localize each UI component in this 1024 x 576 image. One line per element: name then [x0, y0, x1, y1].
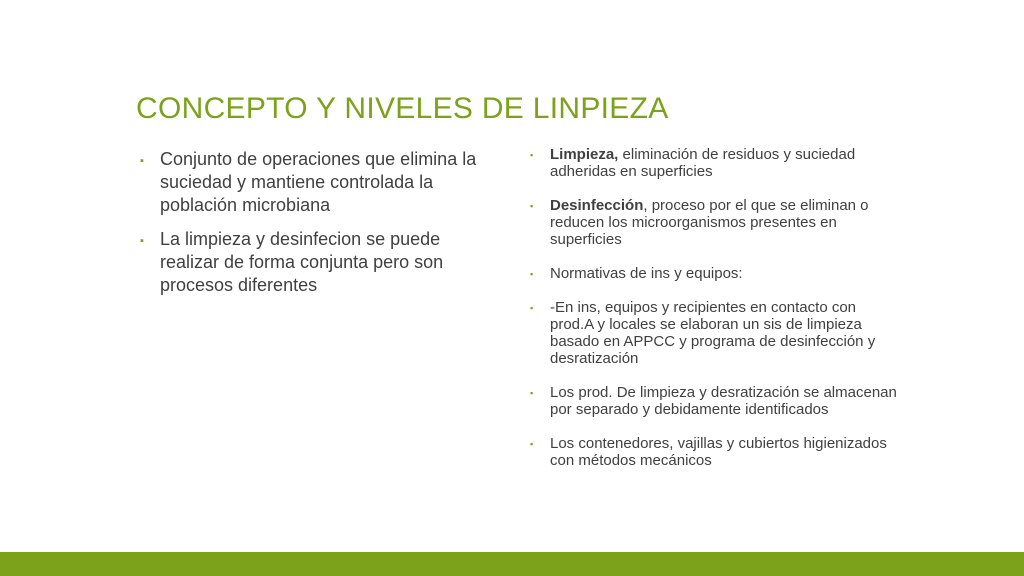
list-item — [140, 148, 490, 217]
bullet-icon: ▪ — [530, 150, 534, 160]
list-item — [530, 146, 900, 180]
list-item — [530, 299, 900, 367]
bullet-bold-text: Limpieza, — [550, 146, 619, 163]
bullet-text: , proceso por el que se eliminan o reducen los microorganismos presentes en superficies — [550, 197, 869, 248]
bullet-text: Conjunto de operaciones que elimina la suciedad y mantiene controlada la población microbiana — [160, 149, 477, 215]
bullet-icon: ▪ — [140, 155, 144, 167]
slide-title: CONCEPTO Y NIVELES DE LINPIEZA — [136, 92, 669, 125]
bullet-text: eliminación de residuos y suciedad adheridas en superficies — [550, 146, 856, 180]
right-column — [530, 146, 900, 486]
list-item — [530, 435, 900, 469]
bullet-icon: ▪ — [530, 439, 534, 449]
bullet-text: Los contenedores, vajillas y cubiertos higienizados con métodos mecánicos — [550, 435, 887, 469]
bullet-bold-text: Desinfección — [550, 197, 644, 214]
bullet-icon: ▪ — [530, 269, 534, 279]
bullet-icon: ▪ — [530, 303, 534, 313]
bullet-icon: ▪ — [530, 388, 534, 398]
list-item — [530, 197, 900, 248]
bullet-icon: ▪ — [140, 235, 144, 247]
bullet-text: La limpieza y desinfecion se puede realizar de forma conjunta pero son procesos diferentes — [160, 229, 444, 295]
list-item — [140, 228, 490, 297]
list-item — [530, 384, 900, 418]
bullet-icon: ▪ — [530, 201, 534, 211]
bottom-accent-bar — [0, 552, 1024, 576]
left-column — [140, 148, 490, 308]
bullet-text: -En ins, equipos y recipientes en contacto con prod.A y locales se elaboran un sis de limpieza basado en APPCC y programa de desinfección y desratización — [550, 299, 876, 367]
list-item — [530, 265, 900, 282]
bullet-text: Normativas de ins y equipos: — [550, 265, 743, 282]
bullet-text: Los prod. De limpieza y desratización se almacenan por separado y debidamente identificados — [550, 384, 897, 418]
